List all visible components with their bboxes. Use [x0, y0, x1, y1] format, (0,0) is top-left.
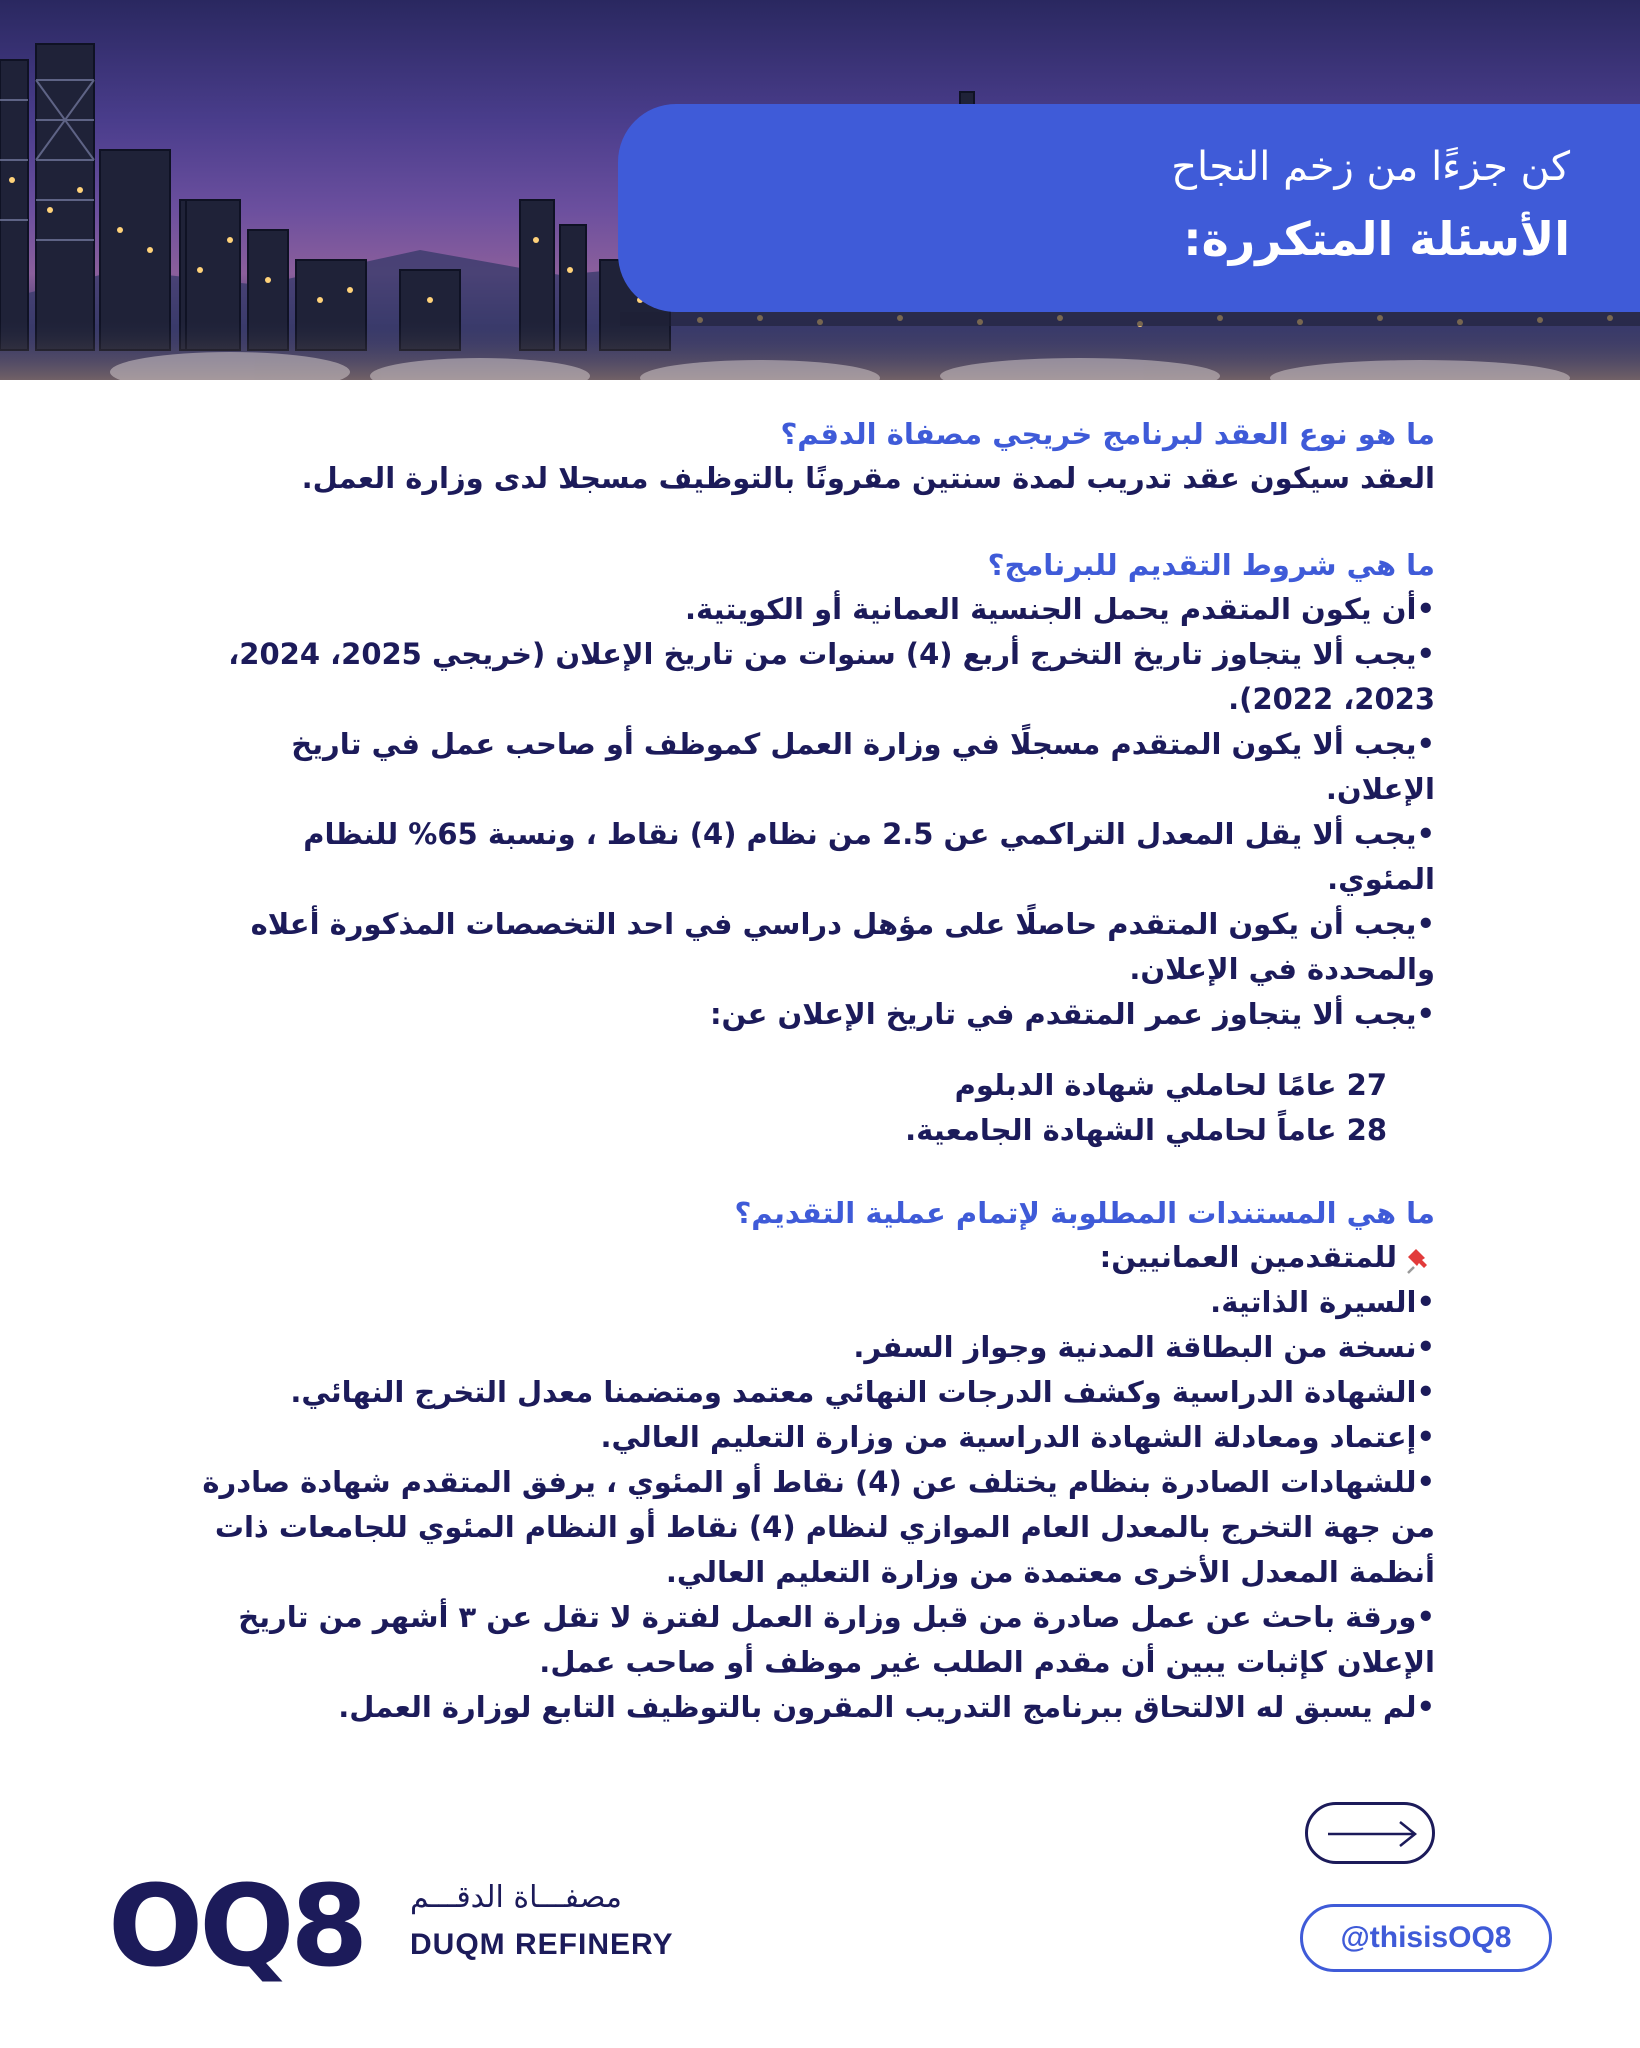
- faq-answer-line: •الشهادة الدراسية وكشف الدرجات النهائي معتمد ومتضمنا معدل التخرج النهائي.: [290, 1375, 1435, 1409]
- logo-arabic-name: مصفـــاة الدقـــم: [410, 1880, 622, 1915]
- faq-answer-line: •يجب ألا يقل المعدل التراكمي عن 2.5 من نظام (4) نقاط ، ونسبة 65% للنظام المئوي.: [303, 817, 1435, 896]
- pushpin-icon: [1405, 1244, 1435, 1274]
- faq-item-contract: [200, 412, 1435, 501]
- documents-intro: [200, 1235, 1435, 1280]
- faq-answer-line: •للشهادات الصادرة بنظام يختلف عن (4) نقاط أو المئوي ، يرفق المتقدم شهادة صادرة من جهة التخرج بالمعدل العام الموازي لنظام (4) نقاط أو النظام المئوي للجامعات ذات أنظمة المعدل الأخرى معتمدة من وزارة التعليم العالي.: [202, 1465, 1435, 1589]
- next-button[interactable]: [1305, 1802, 1435, 1864]
- faq-question: ما هي المستندات المطلوبة لإتمام عملية التقديم؟: [734, 1196, 1435, 1230]
- faq-answer-line: •يجب ألا يكون المتقدم مسجلًا في وزارة العمل كموظف أو صاحب عمل في تاريخ الإعلان.: [291, 727, 1435, 806]
- faq-answer-line: •نسخة من البطاقة المدنية وجواز السفر.: [853, 1330, 1435, 1364]
- oq8-logo: [108, 1862, 708, 1992]
- faq-answer-line: •إعتماد ومعادلة الشهادة الدراسية من وزارة التعليم العالي.: [600, 1420, 1435, 1454]
- social-handle[interactable]: @thisisOQ8: [1300, 1904, 1552, 1972]
- hero-banner: [0, 0, 1640, 380]
- arrow-right-icon: [1326, 1819, 1420, 1849]
- page-title: الأسئلة المتكررة:: [1183, 212, 1570, 266]
- faq-question: ما هي شروط التقديم للبرنامج؟: [987, 548, 1435, 582]
- faq-answer-line: •لم يسبق له الالتحاق ببرنامج التدريب المقرون بالتوظيف التابع لوزارة العمل.: [338, 1690, 1435, 1724]
- age-limits: [200, 1063, 1387, 1153]
- age-limit-diploma: 27 عامًا لحاملي شهادة الدبلوم: [954, 1068, 1387, 1102]
- banner-subtitle: كن جزءًا من زخم النجاح: [1171, 144, 1570, 190]
- faq-answer-line: •ورقة باحث عن عمل صادرة من قبل وزارة العمل لفترة لا تقل عن ٣ أشهر من تاريخ الإعلان كإثبات يبين أن مقدم الطلب غير موظف أو صاحب عمل.: [238, 1600, 1435, 1679]
- faq-item-requirements: [200, 543, 1435, 1153]
- logo-english-name: DUQM REFINERY: [410, 1928, 674, 1961]
- faq-answer-line: العقد سيكون عقد تدريب لمدة سنتين مقرونًا بالتوظيف مسجلا لدى وزارة العمل.: [301, 461, 1435, 495]
- faq-item-documents: [200, 1191, 1435, 1730]
- faq-answer-line: •يجب ألا يتجاوز تاريخ التخرج أربع (4) سنوات من تاريخ الإعلان (خريجي 2025، 2024، 2023، 2022).: [228, 637, 1435, 716]
- age-limit-university: 28 عاماً لحاملي الشهادة الجامعية.: [905, 1113, 1387, 1147]
- logo-mark: OQ8: [108, 1862, 365, 1992]
- faq-answer-line: •أن يكون المتقدم يحمل الجنسية العمانية أو الكويتية.: [684, 592, 1435, 626]
- documents-intro-label: للمتقدمين العمانيين:: [1099, 1240, 1397, 1274]
- faq-answer-line: •يجب أن يكون المتقدم حاصلًا على مؤهل دراسي في احد التخصصات المذكورة أعلاه والمحددة في الإعلان.: [250, 907, 1435, 986]
- faq-question: ما هو نوع العقد لبرنامج خريجي مصفاة الدقم؟: [780, 417, 1435, 451]
- faq-answer-line: •السيرة الذاتية.: [1210, 1285, 1435, 1319]
- faq-content: [200, 412, 1435, 1772]
- faq-answer-line: •يجب ألا يتجاوز عمر المتقدم في تاريخ الإعلان عن:: [709, 997, 1435, 1031]
- title-banner: [618, 104, 1640, 312]
